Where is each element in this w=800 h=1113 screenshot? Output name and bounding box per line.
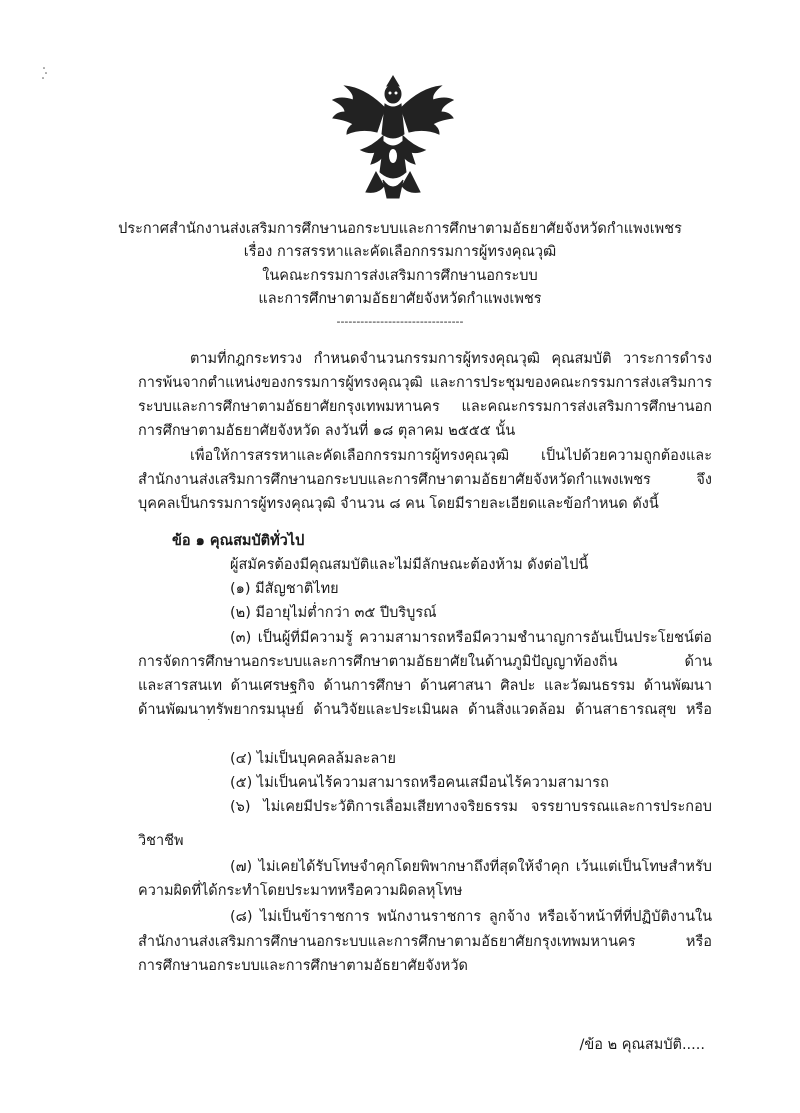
section1-title: ข้อ ๑ คุณสมบัติทั่วไป [172, 533, 305, 549]
para1-line: ตามที่กฎกระทรวง กำหนดจำนวนกรรมการผู้ทรงคุณวุฒิ คุณสมบัติ วาระการดำรง [190, 351, 712, 367]
item-5: (๕) ไม่เป็นคนไร้ความสามารถหรือคนเสมือนไร้ความสามารถ [230, 775, 609, 791]
para1-line: ระบบและการศึกษาตามอัธยาศัยกรุงเทพมหานคร และคณะกรรมการส่งเสริมการศึกษานอก [138, 399, 712, 415]
header-divider: -------------------------------- [336, 315, 464, 328]
item-7: (๗) ไม่เคยได้รับโทษจำคุกโดยพิพากษาถึงที่สุดให้จำคุก เว้นแต่เป็นโทษสำหรับ [230, 859, 712, 875]
item-3: (๓) เป็นผู้ที่มีความรู้ ความสามารถหรือมีความชำนาญการอันเป็นประโยชน์ต่อ [230, 630, 712, 646]
item-8-line: การศึกษานอกระบบและการศึกษาตามอัธยาศัยจังหวัด [138, 958, 468, 974]
para2-line: บุคคลเป็นกรรมการผู้ทรงคุณวุฒิ จำนวน ๘ คน โดยมีรายละเอียดและข้อกำหนด ดังนี้ [138, 496, 659, 512]
item-4: (๔) ไม่เป็นบุคคลล้มละลาย [230, 751, 396, 767]
item-8: (๘) ไม่เป็นข้าราชการ พนักงานราชการ ลูกจ้าง หรือเจ้าหน้าที่ที่ปฏิบัติงานใน [230, 909, 712, 925]
continuation-note: /ข้อ ๒ คุณสมบัติ..... [579, 1037, 705, 1053]
announcement-subject-line2: ในคณะกรรมการส่งเสริมการศึกษานอกระบบ [262, 268, 538, 284]
garuda-emblem-icon [328, 68, 458, 208]
para2-line: เพื่อให้การสรรหาและคัดเลือกกรรมการผู้ทรงคุณวุฒิ เป็นไปด้วยความถูกต้องและ [190, 448, 712, 464]
announcement-subject: เรื่อง การสรรหาและคัดเลือกกรรมการผู้ทรงคุณวุฒิ [243, 244, 557, 260]
item-7-line: ความผิดที่ได้กระทำโดยประมาทหรือความผิดลหุโทษ [138, 883, 463, 899]
item-8-line: สำนักงานส่งเสริมการศึกษานอกระบบและการศึกษาตามอัธยาศัยกรุงเทพมหานคร หรือ [138, 934, 712, 950]
para1-line: การศึกษาตามอัธยาศัยจังหวัด ลงวันที่ ๑๘ ตุลาคม ๒๕๕๕ นั้น [138, 423, 516, 439]
item-6: (๖) ไม่เคยมีประวัติการเลื่อมเสียทางจริยธรรม จรรยาบรรณและการประกอบ [230, 799, 712, 815]
announcement-title: ประกาศสำนักงานส่งเสริมการศึกษานอกระบบและการศึกษาตามอัธยาศัยจังหวัดกำแพงเพชร [118, 221, 682, 237]
item-3-line: ด้านพัฒนาทรัพยากรมนุษย์ ด้านวิจัยและประเมินผล ด้านสิ่งแวดล้อม ด้านสาธารณสุข หรือ [138, 702, 712, 718]
item-6-line: วิชาชีพ [138, 833, 184, 849]
scan-specks [40, 66, 50, 80]
para1-line: การพ้นจากตำแหน่งของกรรมการผู้ทรงคุณวุฒิ และการประชุมของคณะกรรมการส่งเสริมการ [138, 375, 712, 391]
para2-line: สำนักงานส่งเสริมการศึกษานอกระบบและการศึกษาตามอัธยาศัยจังหวัดกำแพงเพชร จึง [138, 472, 712, 488]
announcement-subject-line3: และการศึกษาตามอัธยาศัยจังหวัดกำแพงเพชร [258, 291, 542, 307]
item-1: (๑) มีสัญชาติไทย [230, 581, 339, 597]
item-3-line: การจัดการศึกษานอกระบบและการศึกษาตามอัธยาศัยในด้านภูมิปัญญาท้องถิ่น ด้าน [138, 654, 712, 670]
item-3-line: และสารสนเท ด้านเศรษฐกิจ ด้านการศึกษา ด้านศาสนา ศิลปะ และวัฒนธรรม ด้านพัฒนา [138, 678, 712, 694]
section1-intro: ผู้สมัครต้องมีคุณสมบัติและไม่มีลักษณะต้องห้าม ดังต่อไปนี้ [230, 557, 589, 573]
item-2: (๒) มีอายุไม่ต่ำกว่า ๓๕ ปีบริบูรณ์ [230, 605, 437, 621]
